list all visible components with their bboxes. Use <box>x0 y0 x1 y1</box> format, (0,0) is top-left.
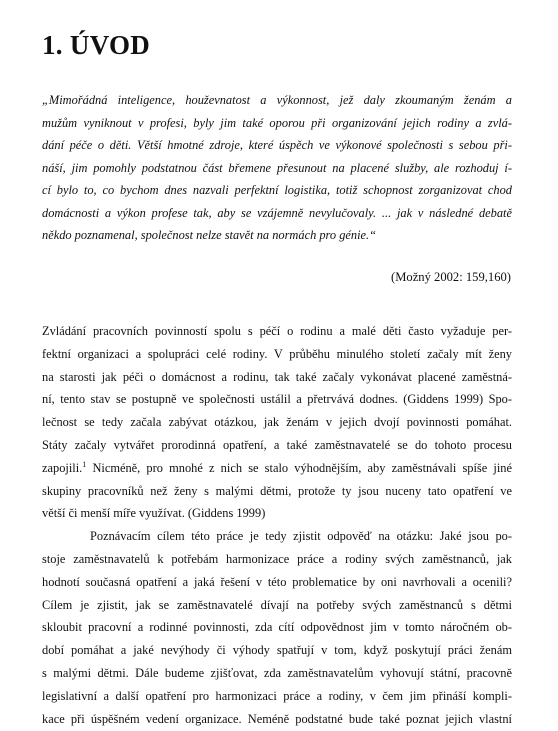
paragraph-line: větší či menší míře využívat. (Giddens 1999) <box>42 506 266 521</box>
text-fragment: Nicméně, pro mnohé z nich se stalo výhodnějším, aby zaměstnávali spíše jiné <box>86 460 512 475</box>
paragraph-line: Poznávacím cílem této práce je tedy zjistit odpověď na otázku: Jaké jsou po- <box>90 529 512 544</box>
body-text <box>42 320 512 730</box>
paragraph-line: lečnost se tedy začala zabývat otázkou, jak ženám v jejich dvojí povinnosti pomáhat. <box>42 415 512 430</box>
paragraph-line: fektní organizaci a spolupráci celé rodiny. V průběhu minulého století začaly mít ženy <box>42 346 512 361</box>
quote-line: mužům vyniknout v profesi, byly jim také oporou při organizování jejich rodiny a zvlá- <box>42 115 512 130</box>
paragraph-line: kace při úspěšném vedení organizace. Neméně podstatné bude také poznat jejich vlastní <box>42 711 512 726</box>
quote-line: domácnosti a výkon profese tak, aby se vzájemně nevylučovaly. ... jak v následné debatě <box>42 205 512 220</box>
footnote-marker[interactable]: 1 <box>82 459 87 469</box>
quote-line: náší, jim pomohly podstatnou část břemene přesunout na placené služby, ale rozhoduj í- <box>42 160 512 175</box>
paragraph-line: ní, tento stav se postupně ve společnosti ustálil a přetrvává dodnes. (Giddens 1999) Spo- <box>42 392 512 407</box>
quote-line: dání péče o děti. Větší hmotné zdroje, které úspěch ve výkonové společnosti s sebou při- <box>42 138 512 152</box>
quote-source: (Možný 2002: 159,160) <box>391 270 511 284</box>
quote-line: „Mimořádná inteligence, houževnatost a výkonnost, jež daly zkoumaným ženám a <box>42 93 512 107</box>
paragraph-line: skloubit pracovní a rodinné povinnosti, zda cítí odpovědnost jim v tomto náročném ob- <box>42 620 512 635</box>
text-fragment: zapojili. <box>42 460 83 475</box>
quote-line: někdo poznamenal, společnost nelze stavět na normách pro génie.“ <box>42 228 377 242</box>
paragraph-line: hodnotí současná opatření a jaká řešení v této problematice by oni navrhovali a ocenili? <box>42 574 512 589</box>
paragraph-line: Cílem je zjistit, jak se zaměstnavatelé dívají na potřeby svých zaměstnanců s dětmi <box>42 597 512 612</box>
epigraph-quote <box>42 89 512 247</box>
paragraph-line: Státy začaly vytvářet prorodinná opatření, a také zaměstnavatelé se do tohoto procesu <box>42 437 512 452</box>
quote-line: cí bylo to, co bychom dnes nazvali perfektní logistika, totiž schopnost zorganizovat chod <box>42 183 512 197</box>
paragraph-line: na starosti jak péči o domácnost a rodinu, tak také začaly vykonávat placené zaměstná- <box>42 369 512 384</box>
paragraph-line: skupiny pracovníků než ženy s malými dětmi, protože ty jsou nuceny tato opatření ve <box>42 483 512 498</box>
chapter-heading: 1. ÚVOD <box>42 30 151 60</box>
paragraph-line: s malými dětmi. Dále budeme zjišťovat, zda zaměstnavatelům vyhovují státní, pracovně <box>42 665 512 680</box>
paragraph-line: stoje zaměstnavatelů k potřebám harmonizace práce a rodiny svých zaměstnanců, jak <box>42 551 512 566</box>
paragraph-line-with-footnote <box>42 457 512 480</box>
paragraph-line: Zvládání pracovních povinností spolu s péčí o rodinu a malé děti často vyžaduje per- <box>42 324 512 338</box>
paragraph-line: legislativní a další opatření pro harmonizaci práce a rodiny, v čem jim přináší kompli- <box>42 688 512 703</box>
paragraph-line: dobí pomáhat a jaké nevýhody či výhody spatřují v tom, když poskytují práci ženám <box>42 643 512 658</box>
